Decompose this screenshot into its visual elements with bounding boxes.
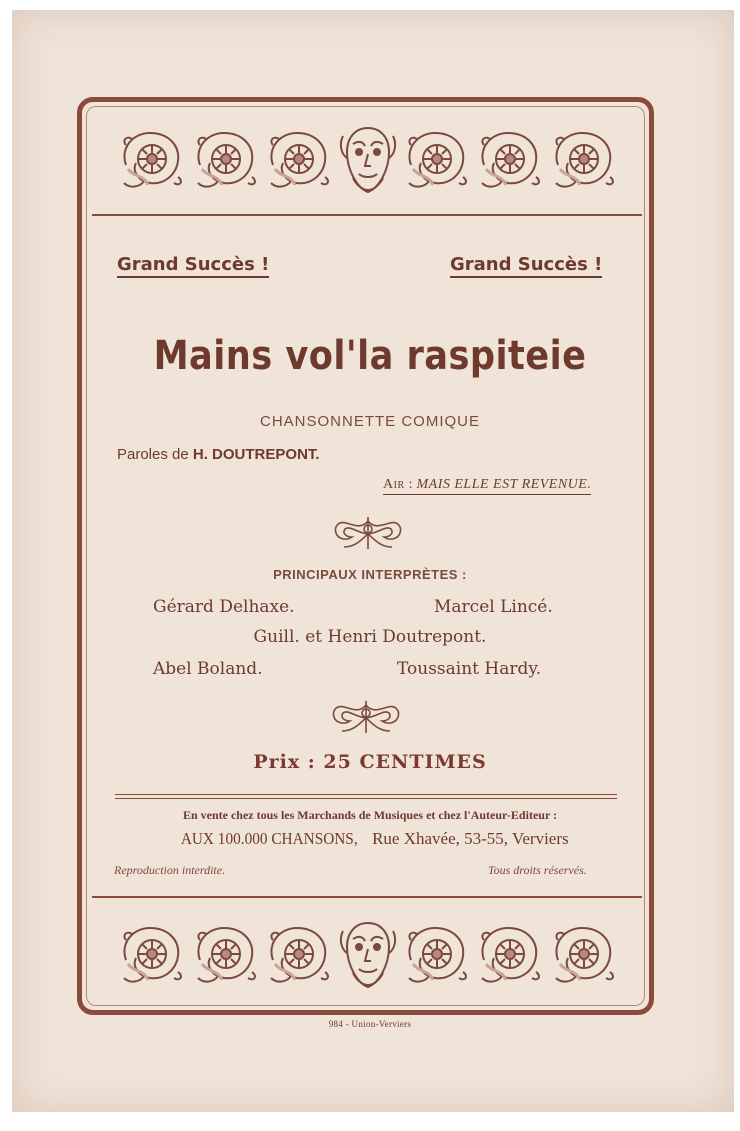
price-divider: [115, 794, 617, 799]
air-label: Air :: [383, 477, 413, 492]
lyricist-line: [117, 446, 320, 463]
fleuron-icon: [332, 515, 404, 553]
rosette-ornament-icon: [192, 920, 260, 990]
rosette-ornament-icon: [265, 125, 333, 195]
rosette-ornament-icon: [550, 920, 618, 990]
rosette-ornament-icon: [403, 920, 471, 990]
song-subtitle: CHANSONNETTE COMIQUE: [259, 413, 480, 430]
air-value: MAIS ELLE EST REVENUE.: [416, 477, 592, 492]
lyricist-name: H. DOUTREPONT.: [192, 446, 320, 463]
reproduction-note: Reproduction interdite.: [114, 863, 226, 877]
bottom-ornament-band-icon: [118, 917, 618, 993]
rosette-ornament-icon: [192, 125, 260, 195]
rosette-ornament-icon: [476, 125, 544, 195]
right-success-badge: Grand Succès !: [450, 254, 602, 278]
mask-ornament-icon: [339, 124, 397, 196]
rights-note: Tous droits réservés.: [488, 863, 587, 877]
left-success-badge: Grand Succès !: [117, 254, 269, 278]
price: Prix : 25 CENTIMES: [253, 751, 487, 773]
lyrics-prefix: Paroles de: [117, 446, 189, 463]
performer-name: Abel Boland.: [153, 659, 263, 679]
rosette-ornament-icon: [403, 125, 471, 195]
performers-heading: PRINCIPAUX INTERPRÈTES :: [273, 567, 467, 582]
performer-name: Gérard Delhaxe.: [153, 597, 295, 617]
air-line: [383, 477, 591, 495]
rosette-ornament-icon: [265, 920, 333, 990]
rosette-ornament-icon: [476, 920, 544, 990]
rosette-ornament-icon: [118, 920, 186, 990]
performer-name: Toussaint Hardy.: [397, 659, 542, 679]
performer-name: Guill. et Henri Doutrepont.: [253, 627, 487, 647]
rosette-ornament-icon: [118, 125, 186, 195]
fleuron-icon: [330, 699, 402, 737]
mask-ornament-icon: [339, 919, 397, 991]
rosette-ornament-icon: [550, 125, 618, 195]
top-ornament-band-icon: [118, 122, 618, 198]
performer-name: Marcel Lincé.: [434, 597, 553, 617]
publisher-address: Rue Xhavée, 53-55, Verviers: [372, 829, 569, 848]
sales-line: En vente chez tous les Marchands de Musiques et chez l'Auteur-Editeur :: [182, 808, 558, 822]
publisher-name: AUX 100.000 CHANSONS,: [181, 829, 359, 848]
song-title: Mains vol'la raspiteie: [153, 333, 587, 379]
top-divider: [92, 214, 642, 216]
printer-mark: 984 - Union-Verviers: [328, 1019, 412, 1029]
bottom-divider: [92, 896, 642, 898]
publisher-line: [0, 829, 740, 849]
